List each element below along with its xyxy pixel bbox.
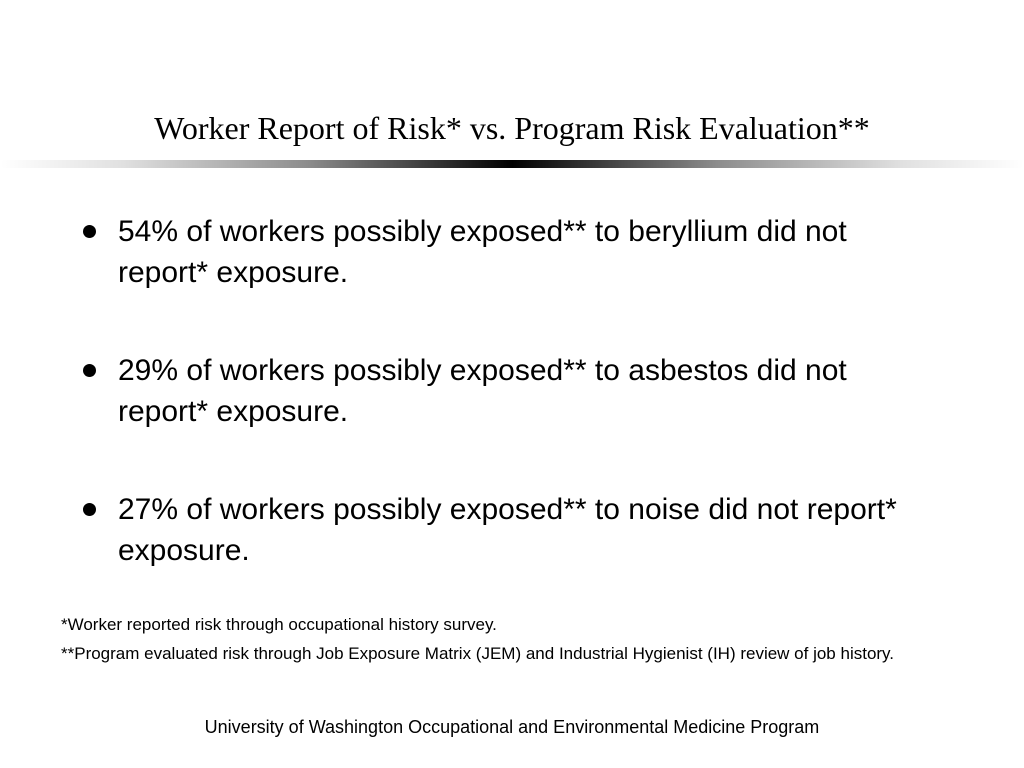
bullet-text: 27% of workers possibly exposed** to noise did not report* exposure. — [118, 493, 897, 567]
footnote-program-evaluated: **Program evaluated risk through Job Exposure Matrix (JEM) and Industrial Hygienist (IH) review of job history. — [61, 644, 895, 663]
slide-title: Worker Report of Risk* vs. Program Risk Evaluation** — [154, 110, 870, 146]
bullet-item-asbestos — [80, 350, 910, 432]
bullet-item-noise — [80, 489, 910, 571]
source-credit: University of Washington Occupational and Environmental Medicine Program — [204, 717, 820, 737]
bullet-dot-icon — [83, 503, 96, 516]
footnotes — [61, 613, 961, 671]
bullet-list — [80, 211, 910, 628]
title-divider — [0, 160, 1024, 168]
bullet-text: 54% of workers possibly exposed** to beryllium did not report* exposure. — [118, 215, 847, 289]
bullet-dot-icon — [83, 364, 96, 377]
footnote-worker-reported: *Worker reported risk through occupational history survey. — [61, 615, 497, 634]
bullet-item-beryllium — [80, 211, 910, 293]
bullet-dot-icon — [83, 225, 96, 238]
bullet-text: 29% of workers possibly exposed** to asbestos did not report* exposure. — [118, 354, 847, 428]
